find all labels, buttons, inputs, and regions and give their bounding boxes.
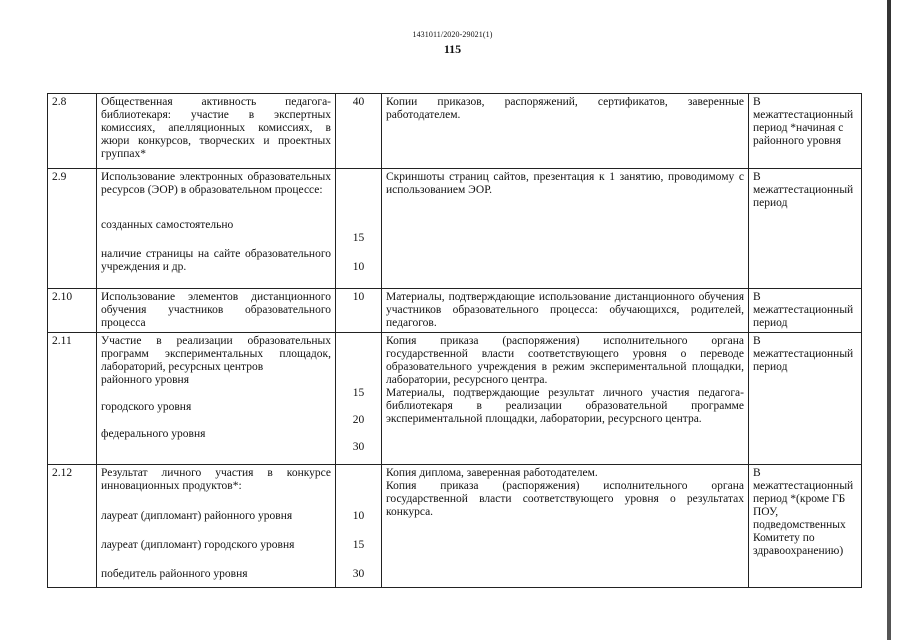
criterion-description (97, 465, 336, 588)
criterion-description: Общественная активность педагога-библиотекаря: участие в экспертных комиссиях, апелляционных комиссиях, в жюри конкурсов, творческих и проектных группах* (97, 94, 336, 169)
points-value: 10 (336, 289, 382, 333)
supporting-documents (382, 465, 749, 588)
sub-criterion: наличие страницы на сайте образовательного учреждения и др. (101, 248, 331, 273)
row-number: 2.10 (48, 289, 97, 333)
points-value: 15 (352, 539, 365, 551)
supporting-documents (382, 333, 749, 465)
criterion-description (97, 333, 336, 465)
table-row (48, 169, 862, 289)
points-value: 15 (352, 387, 365, 399)
points-value: 30 (352, 568, 365, 580)
supporting-documents: Копии приказов, распоряжений, сертификатов, заверенные работодателем. (382, 94, 749, 169)
sub-criterion: федерального уровня (101, 428, 206, 440)
supporting-documents: Скриншоты страниц сайтов, презентация к 1 занятию, проводимому с использованием ЭОР. (382, 169, 749, 289)
points-value: 15 (352, 232, 365, 244)
document-number: 1431011/2020-29021(1) (412, 30, 493, 39)
sub-criterion: районного уровня (101, 374, 189, 386)
criterion-description (97, 169, 336, 289)
row-number: 2.11 (48, 333, 97, 465)
period-note: В межаттестационный период (749, 289, 862, 333)
points-value: 40 (336, 94, 382, 169)
criterion-intro: Результат личного участия в конкурсе инновационных продуктов*: (101, 467, 331, 492)
table-row (48, 94, 862, 169)
sub-criterion: победитель районного уровня (101, 568, 248, 580)
scan-edge-line (887, 0, 891, 640)
points-value: 30 (352, 441, 365, 453)
document-item: Копия приказа (распоряжения) исполнительного органа государственной власти соответствующего уровня о результатах конкурса. (386, 480, 744, 518)
sub-criterion: городского уровня (101, 401, 192, 413)
period-note: В межаттестационный период *(кроме ГБ ПОУ, подведомственных Комитету по здравоохранению) (749, 465, 862, 588)
sub-criterion: лауреат (дипломант) городского уровня (101, 539, 295, 551)
period-note: В межаттестационный период (749, 169, 862, 289)
supporting-documents: Материалы, подтверждающие использование дистанционного обучения участников образовательного процесса: обучающихся, родителей, педагогов. (382, 289, 749, 333)
points-column (336, 333, 382, 465)
points-column (336, 465, 382, 588)
document-item: Копия диплома, заверенная работодателем. (386, 467, 598, 479)
points-column (336, 169, 382, 289)
row-number: 2.9 (48, 169, 97, 289)
points-value: 20 (352, 414, 365, 426)
page-header (0, 30, 905, 57)
points-value: 10 (352, 261, 365, 273)
period-note: В межаттестационный период *начиная с районного уровня (749, 94, 862, 169)
criterion-description: Использование элементов дистанционного обучения участников образовательного процесса (97, 289, 336, 333)
criterion-intro: Участие в реализации образовательных программ экспериментальных площадок, лабораторий, ресурсных центров (101, 335, 331, 373)
table-row (48, 465, 862, 588)
criterion-intro: Использование электронных образовательных ресурсов (ЭОР) в образовательном процессе: (101, 171, 331, 196)
table-row (48, 289, 862, 333)
page-number: 115 (443, 42, 462, 56)
row-number: 2.12 (48, 465, 97, 588)
document-item: Копия приказа (распоряжения) исполнительного органа государственной власти соответствующего уровня о переводе образовательного учреждения в режим экспериментальной площадки, лаборатории, ресурсного центра. (386, 335, 744, 386)
table-row (48, 333, 862, 465)
row-number: 2.8 (48, 94, 97, 169)
sub-criterion: лауреат (дипломант) районного уровня (101, 510, 293, 522)
points-value: 10 (352, 510, 365, 522)
criteria-table (47, 93, 862, 588)
period-note: В межаттестационный период (749, 333, 862, 465)
document-item: Материалы, подтверждающие результат личного участия педагога-библиотекаря в реализации образовательной программе экспериментальной площадки, лаборатории, ресурсного центра. (386, 387, 744, 425)
sub-criterion: созданных самостоятельно (101, 219, 234, 231)
